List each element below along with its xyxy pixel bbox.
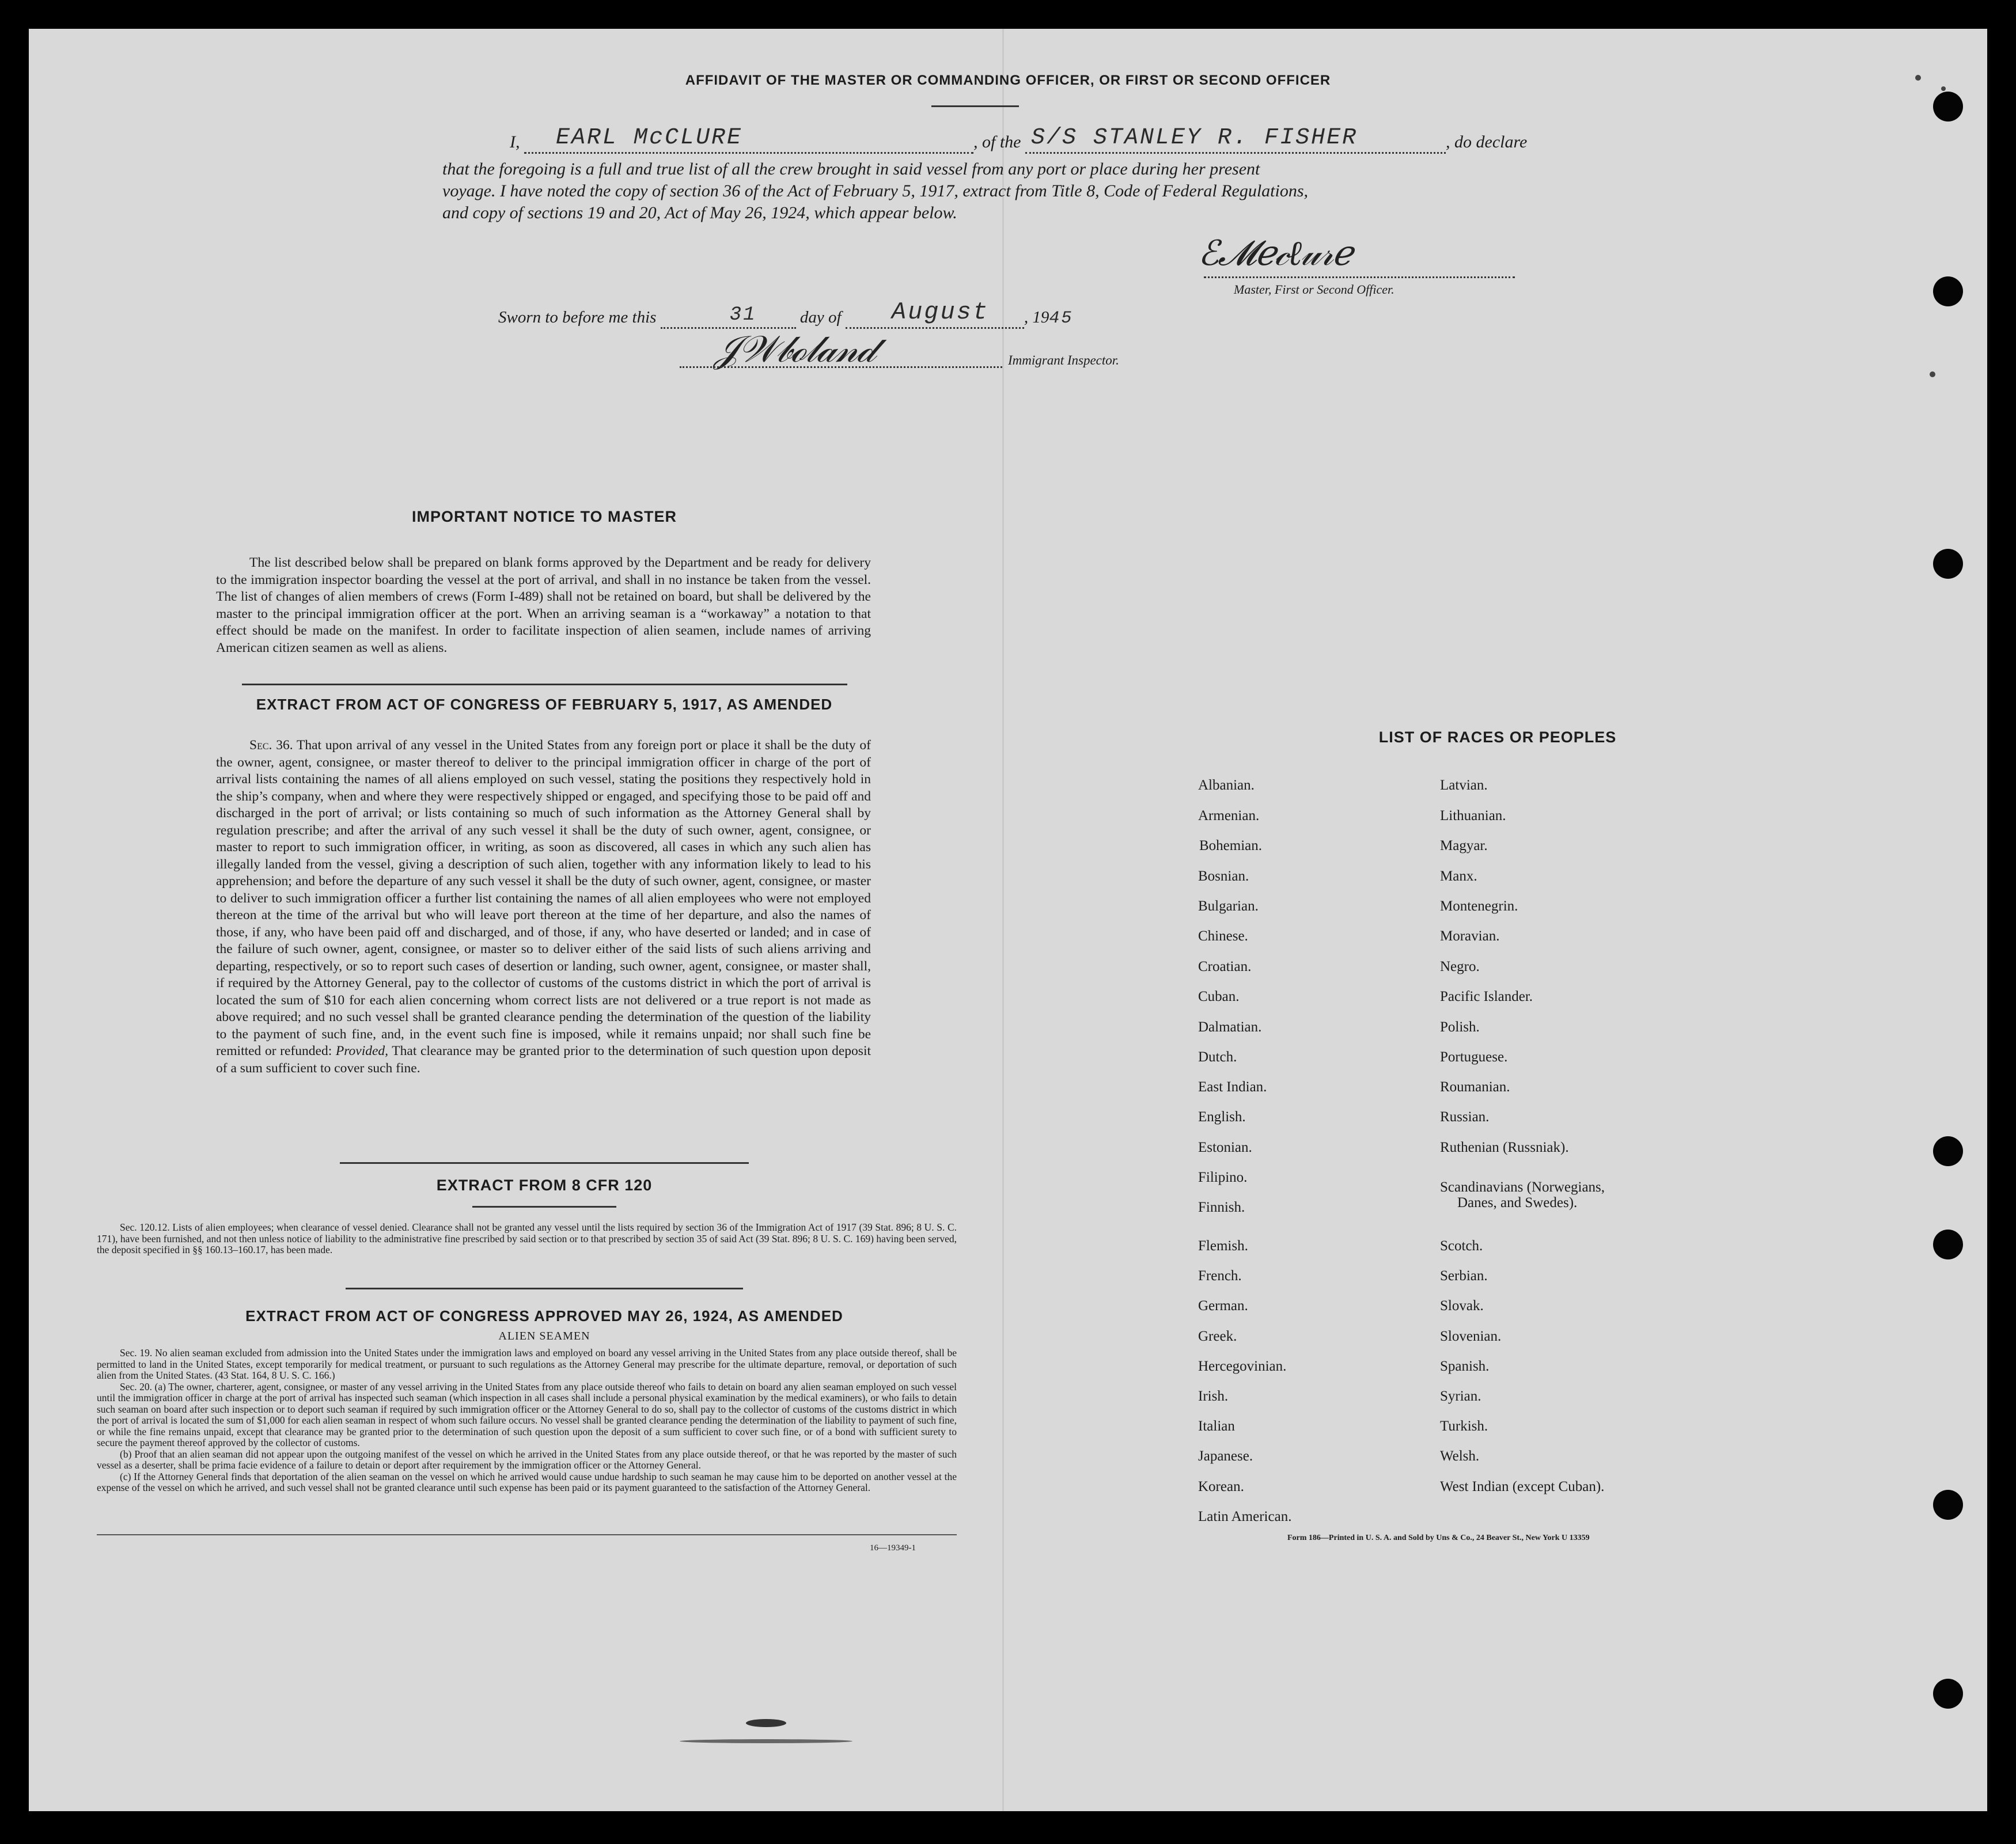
race-item: Scotch. [1440, 1238, 1483, 1254]
race-item: Serbian. [1440, 1268, 1488, 1284]
race-item: Scandinavians (Norwegians, [1440, 1179, 1605, 1195]
race-item: Moravian. [1440, 928, 1500, 944]
document-sheet [29, 29, 1987, 1811]
do-declare-text: , do declare [1446, 132, 1528, 151]
race-item: Montenegrin. [1440, 898, 1518, 914]
race-item: Croatian. [1198, 959, 1252, 974]
race-item: Slovenian. [1440, 1329, 1502, 1344]
master-signature-line [1204, 276, 1515, 278]
extract-cfr-body: Sec. 120.12. Lists of alien employees; when clearance of vessel denied. Clearance shall not be granted any vessel until the lists required by section 36 of the Immigration Act of 1917 (39 Stat. 896; 8 U. S. C. 171), have been furnished, and not then unless notice of liability to the administrative fine prescribed by said section or to that prescribed by section 35 of said Act (39 Stat. 896; 8 U. S. C. 169) having been served, the deposit specified in §§ 160.13–160.17, has been made. [97, 1221, 957, 1255]
extract-1917-body [216, 737, 871, 1077]
affidavit-title: AFFIDAVIT OF THE MASTER OR COMMANDING OFFICER, OR FIRST OR SECOND OFFICER [685, 73, 1331, 88]
extract-1917-title: EXTRACT FROM ACT OF CONGRESS OF FEBRUARY 5, 1917, AS AMENDED [256, 696, 833, 713]
sec-20c-text: (c) If the Attorney General finds that deportation of the alien seaman on the vessel on which he arrived would cause undue hardship to such seaman he may cause him to be deported on another vessel at the expense of the vessel on which he arrived, and such vessel shall not be granted clearance until such expense has been paid or its payment guaranteed to the satisfaction of the Attorney General. [97, 1470, 957, 1493]
race-item: Welsh. [1440, 1448, 1480, 1464]
race-item: Finnish. [1198, 1200, 1245, 1215]
printer-note: Form 186—Printed in U. S. A. and Sold by Uns & Co., 24 Beaver St., New York U 13359 [1287, 1534, 1590, 1542]
race-item: French. [1198, 1268, 1242, 1284]
binder-hole [1933, 1136, 1963, 1166]
sec-36-text-end: That clearance may be granted prior to the determination of such question upon deposit of a sum sufficient to cover such fine. [216, 1044, 871, 1076]
race-item: Filipino. [1198, 1170, 1248, 1185]
race-item: Greek. [1198, 1329, 1237, 1344]
sworn-day: 31 [729, 304, 757, 326]
race-item: Danes, and Swedes). [1457, 1195, 1578, 1211]
race-item: East Indian. [1198, 1079, 1267, 1095]
smudge [680, 1739, 852, 1743]
extract-1917-rule [340, 1162, 749, 1164]
race-item: Bulgarian. [1198, 898, 1259, 914]
title-rule [931, 105, 1019, 107]
extract-1924-subtitle: ALIEN SEAMEN [498, 1330, 590, 1342]
race-item: German. [1198, 1298, 1248, 1314]
race-item: Chinese. [1198, 928, 1248, 944]
race-item: West Indian (except Cuban). [1440, 1479, 1605, 1494]
race-item: Pacific Islander. [1440, 989, 1533, 1004]
race-item: Ruthenian (Russniak). [1440, 1140, 1569, 1155]
race-item: Manx. [1440, 868, 1477, 884]
race-item: Dalmatian. [1198, 1019, 1262, 1035]
sworn-year: 45 [1049, 309, 1074, 328]
inspector-signature: 𝒥𝒲𝒷ℴ𝓁𝒶𝓃𝒹 [714, 328, 874, 371]
sec-20a-text: Sec. 20. (a) The owner, charterer, agent, consignee, or master of any vessel arriving in the United States from any place outside thereof who fails to detain on board any alien seaman employed on such vessel until the immigration officer in charge at the port of arrival has inspected such seaman (which inspection in all cases shall include a personal physical examination by the medical examiners), or who fails to detain such seaman on board after such inspection or to deport such seaman if required by such immigration officer or the Attorney General to do so, shall pay to the collector of customs of the customs district in which the port of arrival is located the sum of $1,000 for each alien seaman in respect of whom such failure occurs. No vessel shall be granted clearance pending the determination of the liability to payment of such fine, or while the fine remains unpaid, except that clearance may be granted prior to the determination of such question upon the deposit of a sum sufficient to cover such fine, or of a bond with sufficient surety to secure the payment thereof approved by the collector of customs. [97, 1380, 957, 1448]
race-item: Armenian. [1198, 808, 1260, 824]
race-item: Turkish. [1440, 1418, 1488, 1434]
race-item: Bohemian. [1199, 838, 1263, 853]
extract-1924-title: EXTRACT FROM ACT OF CONGRESS APPROVED MAY 26, 1924, AS AMENDED [245, 1307, 843, 1325]
speck [1941, 86, 1946, 91]
notice-rule [242, 684, 847, 685]
sec-19-text: Sec. 19. No alien seaman excluded from admission into the United States under the immigration laws and employed on board any vessel arriving in the United States from any place outside thereof, shall be permitted to land in the United States, except temporarily for medical treatment, or pursuant to such regulations as the Attorney General may prescribe for the ultimate departure, removal, or deportation of such alien from the United States. (43 Stat. 164, 8 U. S. C. 166.) [97, 1347, 957, 1381]
declaration-line [510, 125, 1528, 154]
sec-20b-text: (b) Proof that an alien seaman did not appear upon the outgoing manifest of the vessel on which he arrived in the United States from any place outside thereof, or that he was reported by the master of such vessel as a deserter, shall be prima facie evidence of a failure to detain or deport after requirement by the immigration officer or the Attorney General. [97, 1448, 957, 1471]
extract-cfr-end-rule [346, 1288, 743, 1289]
speck [1930, 371, 1935, 377]
race-item: English. [1198, 1109, 1246, 1125]
race-item: Dutch. [1198, 1049, 1237, 1065]
sworn-prefix: Sworn to before me this [498, 308, 657, 327]
race-item: Latvian. [1440, 777, 1488, 793]
race-item: Korean. [1198, 1479, 1244, 1494]
vessel-name: S/S STANLEY R. FISHER [1031, 125, 1358, 151]
master-signature: ℰ𝓜ℯ𝒸ℓ𝓊𝓇ℯ [1198, 233, 1352, 274]
statement-line-1: that the foregoing is a full and true list of all the crew brought in said vessel from any port or place during her present [442, 160, 1260, 179]
smudge [746, 1719, 786, 1727]
race-item: Italian [1198, 1418, 1235, 1434]
race-item: Polish. [1440, 1019, 1480, 1035]
binder-hole [1933, 276, 1963, 306]
race-item: Hercegovinian. [1198, 1359, 1287, 1374]
sec-36-text: That upon arrival of any vessel in the United States from any foreign port or place it shall be the duty of the owner, agent, consignee, or master thereof to deliver to the principal immigration officer in charge of the port of arrival lists containing the names of all aliens employed on such vessel, stating the positions they respectively hold in the ship’s company, when and where they were respectively shipped or engaged, and specifying those to be paid off and discharged in the port of arrival; or lists containing so much of such information as the Attorney General shall by regulation prescribe; and after the arrival of any such vessel it shall be the duty of such owner, agent, consignee, or master to report to such immigration officer, in writing, as soon as discovered, all cases in which any such alien has illegally landed from the vessel, giving a description of such alien, together with any information likely to lead to his apprehension; and before the departure of any such vessel it shall be the duty of such owner, agent, consignee, or master to deliver to such immigration officer a further list containing the names of all alien employees who were not employed thereon at the time of the arrival but who will leave port thereon at the time of her departure, and also the names of those, if any, who have been paid off and discharged, and of those, if any, who have deserted or landed; and in case of the failure of such owner, agent, consignee, or master so to deliver either of the said lists of such aliens arriving and departing, respectively, or so to report such cases of desertion or landing, such owner, agent, consignee, or master shall, if required by the Attorney General, pay to the collector of customs of the customs district in which the port of arrival is located the sum of $10 for each alien concerning whom correct lists are not delivered or a true report is not made as above required; and no such vessel shall be granted clearance pending the determination of the question of the liability to the payment of such fine, and, in the event such fine is imposed, while it remains unpaid; nor shall such fine be remitted or refunded: [216, 738, 871, 1058]
day-of-text: day of [799, 308, 842, 327]
race-item: Portuguese. [1440, 1049, 1508, 1065]
declaration-statement [442, 158, 1557, 224]
binder-hole [1933, 549, 1963, 579]
extract-cfr-title: EXTRACT FROM 8 CFR 120 [436, 1177, 653, 1194]
binder-hole [1933, 1230, 1963, 1259]
of-the-text: , of the [973, 132, 1021, 151]
race-item: Negro. [1440, 959, 1480, 974]
race-item: Russian. [1440, 1109, 1490, 1125]
notice-body: The list described below shall be prepared on blank forms approved by the Department and be ready for delivery to the immigration inspector boarding the vessel at the port of arrival, and shall in no instance be taken from the vessel. The list of changes of alien members of crews (Form I-489) shall not be retained on board, but shall be delivered by the master to the principal immigration officer at the port. When an arriving seaman is a “workaway” a notation to that effect should be made on the manifest. In order to facilitate inspection of alien seamen, include names of arriving American citizen seamen as well as aliens. [216, 555, 871, 655]
race-item: Slovak. [1440, 1298, 1484, 1314]
sec-36-label: Sec. 36. [249, 738, 293, 753]
race-item: Syrian. [1440, 1388, 1481, 1404]
page-fold [1002, 29, 1004, 1811]
race-item: Roumanian. [1440, 1079, 1510, 1095]
sworn-month-field [846, 298, 1024, 329]
binder-hole [1933, 1679, 1963, 1709]
race-item: Irish. [1198, 1388, 1229, 1404]
officer-name: EARL McCLURE [556, 125, 743, 151]
race-item: Albanian. [1198, 777, 1255, 793]
race-item: Estonian. [1198, 1140, 1252, 1155]
races-title: LIST OF RACES OR PEOPLES [1378, 729, 1617, 746]
sworn-line [498, 298, 1074, 329]
vessel-name-field [1025, 125, 1446, 154]
notice-title: IMPORTANT NOTICE TO MASTER [412, 508, 677, 525]
sworn-month: August [891, 298, 990, 326]
race-item: Bosnian. [1198, 868, 1249, 884]
form-code: 16—19349-1 [870, 1543, 916, 1553]
provided-word: Provided, [335, 1044, 389, 1058]
extract-cfr-rule [472, 1206, 616, 1208]
inspector-caption: Immigrant Inspector. [1008, 353, 1119, 367]
statement-line-2: voyage. I have noted the copy of section 36 of the Act of February 5, 1917, extract from Title 8, Code of Federal Regulations, [442, 181, 1309, 200]
race-item: Cuban. [1198, 989, 1240, 1004]
binder-hole [1933, 92, 1963, 122]
race-item: Latin American. [1198, 1509, 1292, 1524]
sworn-day-field [661, 304, 796, 329]
race-item: Lithuanian. [1440, 808, 1506, 824]
race-item: Spanish. [1440, 1359, 1490, 1374]
statement-line-3: and copy of sections 19 and 20, Act of May 26, 1924, which appear below. [442, 203, 957, 222]
race-item: Magyar. [1440, 838, 1488, 853]
race-item: Japanese. [1198, 1448, 1253, 1464]
inspector-signature-line [680, 366, 1002, 368]
speck [1915, 75, 1921, 81]
officer-name-field [524, 125, 973, 154]
binder-hole [1933, 1490, 1963, 1520]
year-prefix: , 19 [1024, 308, 1049, 327]
master-caption: Master, First or Second Officer. [1234, 282, 1394, 297]
extract-1924-body [97, 1348, 957, 1494]
race-item: Flemish. [1198, 1238, 1248, 1254]
extract-1924-end-rule [97, 1534, 957, 1535]
intro-text: I, [510, 132, 520, 151]
